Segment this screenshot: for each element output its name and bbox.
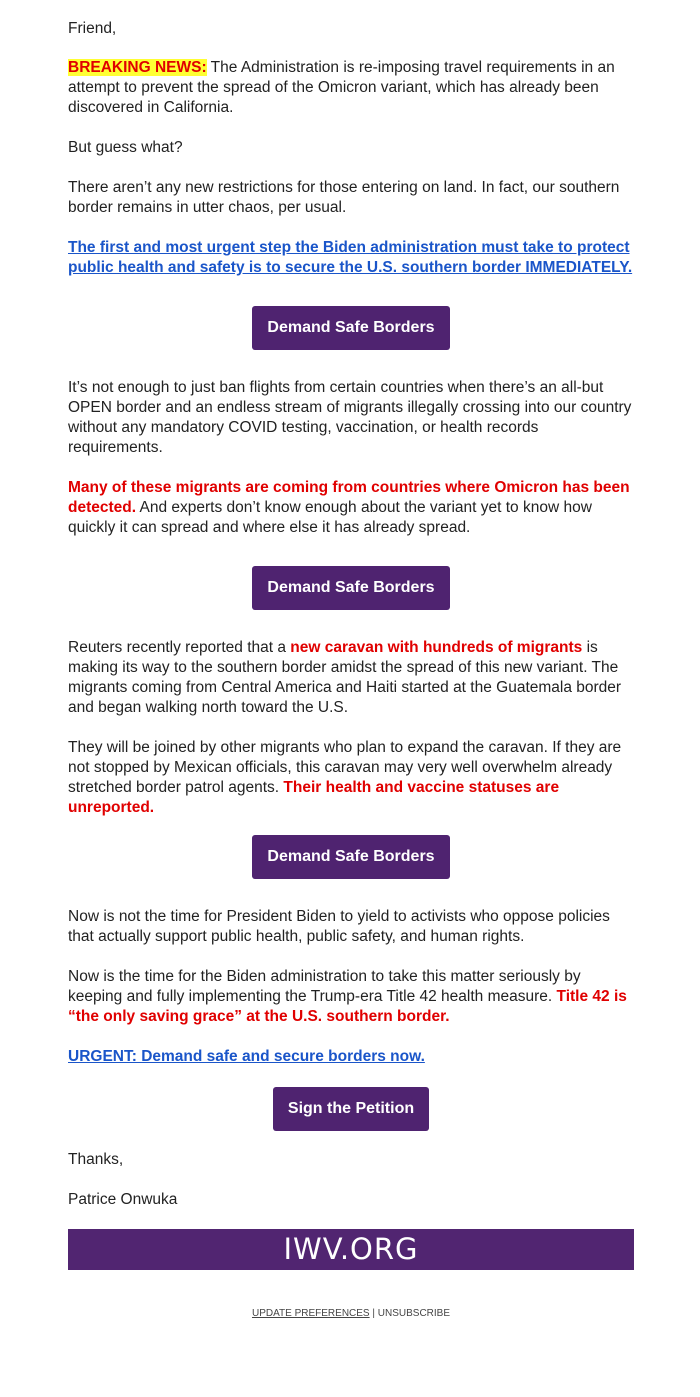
footer-separator: |	[369, 1308, 378, 1319]
president-biden-paragraph: Now is not the time for President Biden to yield to activists who oppose policies that actually support public health, public safety, and human rights.	[68, 908, 610, 945]
reuters-pre-text: Reuters recently reported that a	[68, 639, 291, 656]
breaking-news-paragraph	[68, 58, 634, 118]
cta-wrap-1	[68, 306, 634, 350]
reuters-post-text: is making its way to the southern border amidst the spread of this new variant. The migrants coming from Central America and Haiti started at the Guatemala border and began walking north toward the U.S.	[68, 639, 622, 716]
cta-wrap-3	[68, 835, 634, 879]
cta-wrap-2	[68, 566, 634, 610]
urgent-demand-link[interactable]: URGENT: Demand safe and secure borders now.	[68, 1048, 425, 1065]
demand-safe-borders-button-1[interactable]: Demand Safe Borders	[252, 306, 449, 350]
health-status-red-text: Their health and vaccine statuses are unreported.	[68, 779, 560, 816]
caravan-expand-paragraph	[68, 738, 634, 818]
signoff: Thanks,	[68, 1151, 124, 1168]
secure-border-link[interactable]: The first and most urgent step the Biden administration must take to protect public health and safety is to secure the U.S. southern border IMMEDIATELY.	[68, 239, 633, 276]
signature: Patrice Onwuka	[68, 1191, 178, 1208]
email-body	[68, 0, 634, 1320]
cta-wrap-4	[68, 1087, 634, 1131]
greeting: Friend,	[68, 20, 117, 37]
title42-red-text: Title 42 is “the only saving grace” at the U.S. southern border.	[68, 988, 627, 1025]
email-footer	[68, 1308, 634, 1320]
omicron-red-text: Many of these migrants are coming from countries where Omicron has been detected.	[68, 479, 630, 516]
title42-paragraph	[68, 967, 634, 1027]
update-preferences-link[interactable]: UPDATE PREFERENCES	[251, 1308, 370, 1319]
iwv-logo-banner[interactable]: IWV.ORG	[68, 1229, 634, 1270]
breaking-news-highlight: BREAKING NEWS:	[68, 59, 207, 76]
demand-safe-borders-button-2[interactable]: Demand Safe Borders	[252, 566, 449, 610]
breaking-news-text: The Administration is re-imposing travel requirements in an attempt to prevent the spread of the Omicron variant, which has already been discovered in California.	[68, 59, 615, 116]
caravan-expand-text: They will be joined by other migrants who plan to expand the caravan. If they are not stopped by Mexican officials, this caravan may very well overwhelm already stretched border patrol agents.	[68, 739, 622, 796]
guess-what-paragraph: But guess what?	[68, 139, 183, 156]
title42-text: Now is the time for the Biden administration to take this matter seriously by keeping and fully implementing the Trump-era Title 42 health measure.	[68, 968, 581, 1005]
urgent-step-paragraph	[68, 238, 634, 278]
omicron-migrants-paragraph	[68, 478, 634, 538]
ban-flights-paragraph: It’s not enough to just ban flights from certain countries when there’s an all-but OPEN border and an endless stream of migrants illegally crossing into our country without any mandatory COVID testing, vaccination, or health records requirements.	[68, 379, 632, 456]
demand-safe-borders-button-3[interactable]: Demand Safe Borders	[252, 835, 449, 879]
caravan-red-text: new caravan with hundreds of migrants	[290, 639, 583, 656]
urgent-link-paragraph	[68, 1047, 634, 1067]
sign-petition-button[interactable]: Sign the Petition	[273, 1087, 429, 1131]
reuters-paragraph	[68, 638, 634, 718]
omicron-text: And experts don’t know enough about the variant yet to know how quickly it can spread and where else it has already spread.	[68, 499, 592, 536]
unsubscribe-link[interactable]: UNSUBSCRIBE	[377, 1308, 451, 1319]
land-restrictions-paragraph: There aren’t any new restrictions for those entering on land. In fact, our southern border remains in utter chaos, per usual.	[68, 179, 620, 216]
